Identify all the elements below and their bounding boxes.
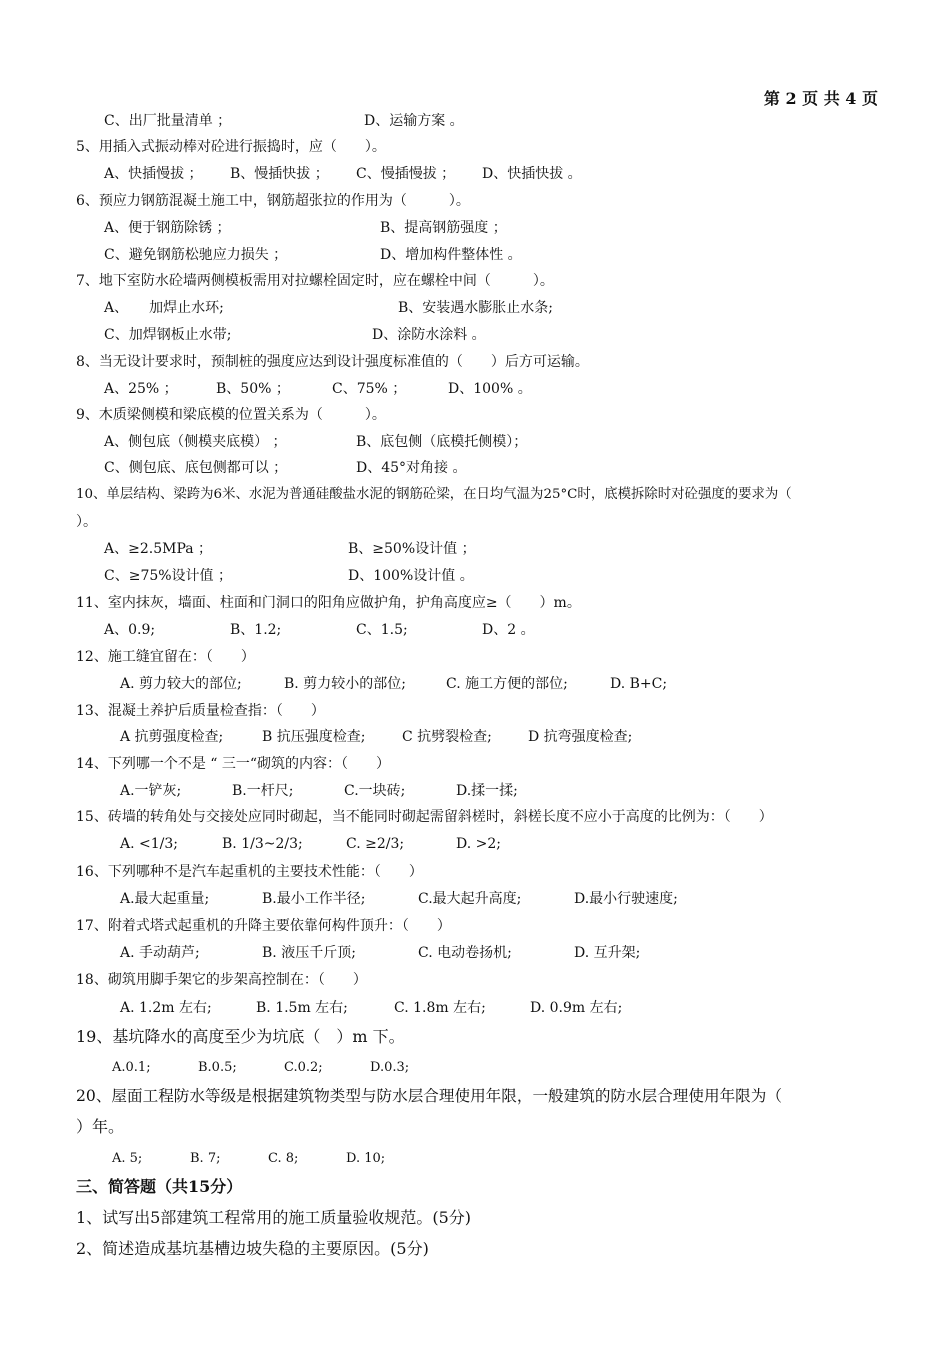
question-9-option-c: C、侧包底、底包侧都可以 ； bbox=[104, 460, 288, 476]
question-20-option-c: C. 8; bbox=[268, 1151, 299, 1166]
question-12-option-b: B. 剪力较小的部位; bbox=[284, 676, 406, 692]
question-9-option-b: B、底包侧（底模托侧模）； bbox=[356, 434, 528, 450]
section-3-item-1: 1、试写出5部建筑工程常用的施工质量验收规范。(5分) bbox=[76, 1208, 472, 1227]
q4-option-d: D、运输方案 。 bbox=[364, 113, 464, 129]
question-18-option-b: B. 1.5m 左右; bbox=[256, 1000, 348, 1016]
question-16-stem: 16、下列哪种不是汽车起重机的主要技术性能：（ ） bbox=[76, 864, 423, 880]
question-19-option-d: D.0.3; bbox=[370, 1060, 410, 1075]
question-5-option-b: B、慢插快拔 ； bbox=[230, 166, 329, 182]
question-13-option-b: B 抗压强度检查; bbox=[262, 729, 366, 745]
question-7-option-c: C、加焊钢板止水带; bbox=[104, 327, 232, 343]
question-15-option-a: A. <1/3; bbox=[120, 836, 178, 852]
question-15-option-c: C. ≥2/3; bbox=[346, 836, 405, 852]
question-12-option-d: D. B+C; bbox=[610, 676, 668, 692]
question-16-option-b: B.最小工作半径; bbox=[262, 891, 366, 907]
question-20-stem-cont: ）年。 bbox=[76, 1117, 125, 1136]
question-18-stem: 18、砌筑用脚手架它的步架高控制在：（ ） bbox=[76, 972, 367, 988]
question-5-option-d: D、快插快拔 。 bbox=[482, 166, 582, 182]
question-8-option-b: B、50% ； bbox=[216, 381, 290, 397]
question-16-option-c: C.最大起升高度; bbox=[418, 891, 522, 907]
question-19-stem: 19、基坑降水的高度至少为坑底（ ）m 下。 bbox=[76, 1027, 405, 1046]
question-18-option-a: A. 1.2m 左右; bbox=[120, 1000, 212, 1016]
question-6-option-a: A、便于钢筋除锈 ； bbox=[104, 220, 231, 236]
question-14-option-a: A.一铲灰; bbox=[120, 783, 182, 799]
question-20-option-d: D. 10; bbox=[346, 1151, 386, 1166]
question-7-option-d: D、涂防水涂料 。 bbox=[372, 327, 486, 343]
question-11-option-a: A、0.9; bbox=[104, 622, 156, 638]
question-13-option-a: A 抗剪强度检查; bbox=[120, 729, 224, 745]
question-10-stem-cont: ）。 bbox=[76, 514, 97, 530]
section-3-title: 三、简答题（共15分） bbox=[76, 1177, 243, 1196]
question-7-option-a: A、 加焊止水环; bbox=[104, 300, 224, 316]
question-12-option-a: A. 剪力较大的部位; bbox=[120, 676, 242, 692]
question-7-option-b: B、安装遇水膨胀止水条; bbox=[398, 300, 554, 316]
question-13-option-c: C 抗劈裂检查; bbox=[402, 729, 492, 745]
question-6-stem: 6、预应力钢筋混凝土施工中，钢筋超张拉的作用为（ ）。 bbox=[76, 193, 470, 209]
question-16-option-a: A.最大起重量; bbox=[120, 891, 210, 907]
question-10-option-a: A、≥2.5MPa ； bbox=[104, 541, 213, 557]
question-18-option-c: C. 1.8m 左右; bbox=[394, 1000, 486, 1016]
question-14-stem: 14、下列哪一个不是 “ 三一“砌筑的内容：（ ） bbox=[76, 756, 391, 772]
question-9-option-a: A、侧包底（侧模夹底模） ； bbox=[104, 434, 287, 450]
question-17-option-d: D. 互升架; bbox=[574, 945, 641, 961]
question-5-option-a: A、快插慢拔 ； bbox=[104, 166, 203, 182]
question-20-option-a: A. 5; bbox=[112, 1151, 143, 1166]
question-9-stem: 9、木质梁侧模和梁底模的位置关系为（ ）。 bbox=[76, 407, 386, 423]
question-6-option-d: D、增加构件整体性 。 bbox=[380, 247, 522, 263]
question-17-option-c: C. 电动卷扬机; bbox=[418, 945, 512, 961]
question-12-stem: 12、施工缝宜留在：（ ） bbox=[76, 649, 255, 665]
question-19-option-c: C.0.2; bbox=[284, 1060, 323, 1075]
question-15-stem: 15、砖墙的转角处与交接处应同时砌起，当不能同时砌起需留斜槎时，斜槎长度不应小于高度的比例为：（ ） bbox=[76, 809, 773, 825]
page-number: 第 2 页 共 4 页 bbox=[763, 89, 878, 108]
question-19-option-a: A.0.1; bbox=[112, 1060, 151, 1075]
question-11-option-d: D、2 。 bbox=[482, 622, 535, 638]
question-10-option-b: B、≥50%设计值 ； bbox=[348, 541, 476, 557]
question-15-option-d: D. >2; bbox=[456, 836, 501, 852]
question-5-option-c: C、慢插慢拔 ； bbox=[356, 166, 456, 182]
question-17-stem: 17、附着式塔式起重机的升降主要依靠何构件顶升：（ ） bbox=[76, 918, 451, 934]
question-8-option-a: A、25% ； bbox=[104, 381, 178, 397]
question-14-option-b: B.一杆尺; bbox=[232, 783, 294, 799]
section-3-item-2: 2、简述造成基坑基槽边坡失稳的主要原因。(5分) bbox=[76, 1239, 429, 1258]
question-15-option-b: B. 1/3~2/3; bbox=[222, 836, 303, 852]
question-18-option-d: D. 0.9m 左右; bbox=[530, 1000, 623, 1016]
question-6-option-b: B、提高钢筋强度 ； bbox=[380, 220, 507, 236]
question-14-option-d: D.揉一揉; bbox=[456, 783, 518, 799]
question-17-option-b: B. 液压千斤顶; bbox=[262, 945, 356, 961]
question-20-option-b: B. 7; bbox=[190, 1151, 221, 1166]
question-10-stem: 10、单层结构、梁跨为6米、水泥为普通硅酸盐水泥的钢筋砼梁，在日均气温为25°C时，底模拆除时对砼强度的要求为（ bbox=[76, 487, 792, 502]
question-10-option-d: D、100%设计值 。 bbox=[348, 568, 474, 584]
question-8-option-d: D、100% 。 bbox=[448, 381, 532, 397]
question-6-option-c: C、避免钢筋松驰应力损失 ； bbox=[104, 247, 288, 263]
question-10-option-c: C、≥75%设计值 ； bbox=[104, 568, 233, 584]
question-8-option-c: C、75% ； bbox=[332, 381, 407, 397]
question-13-option-d: D 抗弯强度检查; bbox=[528, 729, 633, 745]
question-11-option-c: C、1.5; bbox=[356, 622, 408, 638]
q4-option-c: C、出厂批量清单 ； bbox=[104, 113, 232, 129]
question-17-option-a: A. 手动葫芦; bbox=[120, 945, 200, 961]
question-20-stem: 20、屋面工程防水等级是根据建筑物类型与防水层合理使用年限，一般建筑的防水层合理使用年限为（ bbox=[76, 1087, 782, 1105]
question-8-stem: 8、当无设计要求时，预制桩的强度应达到设计强度标准值的（ ）后方可运输。 bbox=[76, 354, 589, 370]
question-5-stem: 5、用插入式振动棒对砼进行振捣时，应（ ）。 bbox=[76, 139, 386, 155]
question-19-option-b: B.0.5; bbox=[198, 1060, 237, 1075]
question-11-option-b: B、1.2; bbox=[230, 622, 282, 638]
question-16-option-d: D.最小行驶速度; bbox=[574, 891, 678, 907]
question-14-option-c: C.一块砖; bbox=[344, 783, 406, 799]
question-9-option-d: D、45°对角接 。 bbox=[356, 460, 467, 476]
question-12-option-c: C. 施工方便的部位; bbox=[446, 676, 568, 692]
question-13-stem: 13、混凝土养护后质量检查指：（ ） bbox=[76, 703, 325, 719]
question-11-stem: 11、室内抹灰，墙面、柱面和门洞口的阳角应做护角，护角高度应≥（ ）m。 bbox=[76, 595, 581, 611]
question-7-stem: 7、地下室防水砼墙两侧模板需用对拉螺栓固定时，应在螺栓中间（ ）。 bbox=[76, 273, 554, 289]
